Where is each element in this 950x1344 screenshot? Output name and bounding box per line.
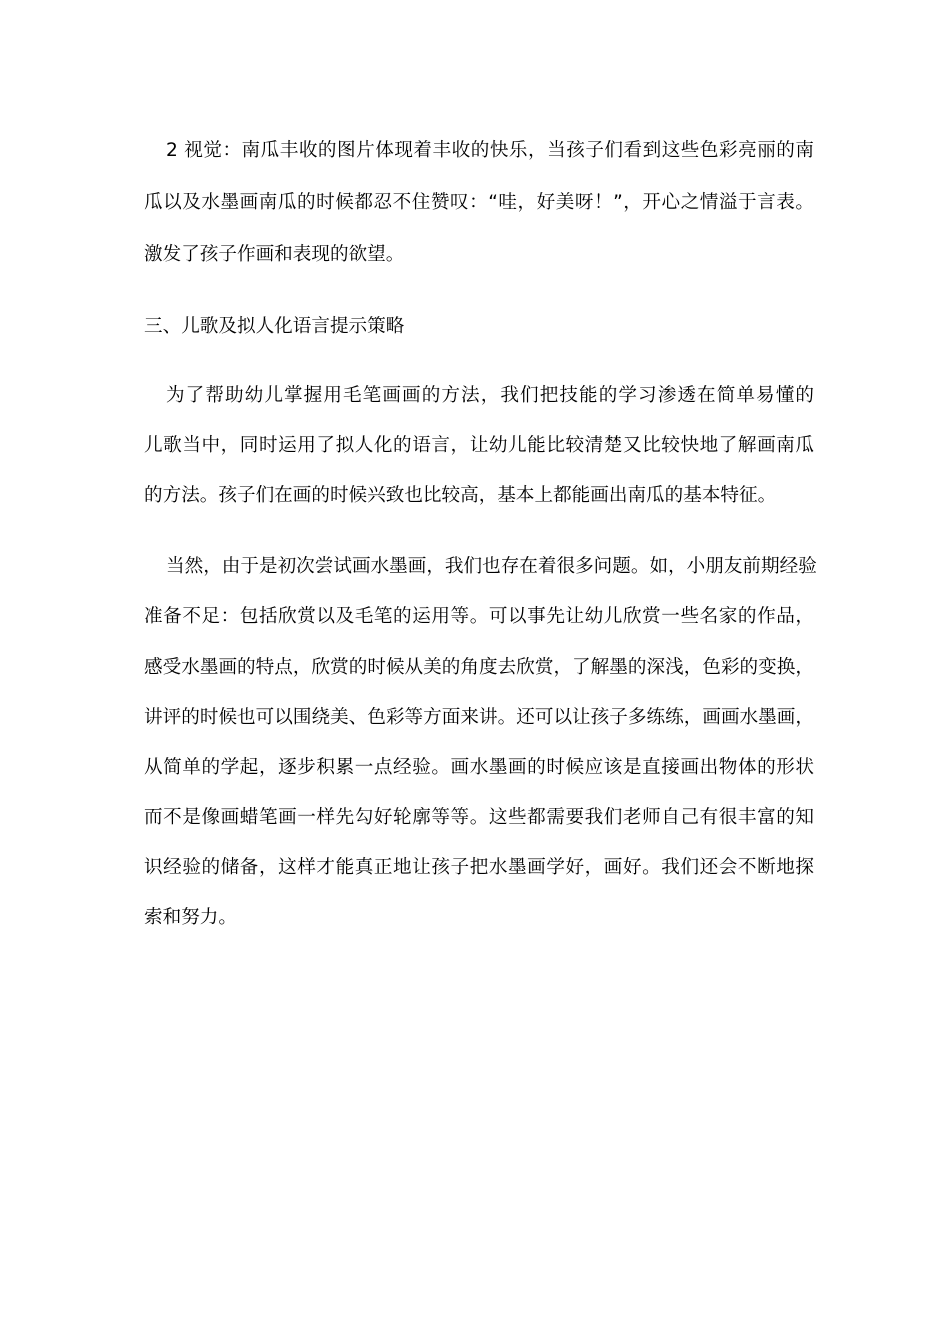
text-line: 而不是像画蜡笔画一样先勾好轮廓等等。这些都需要我们老师自己有很丰富的知	[144, 807, 814, 828]
text-line: 儿歌当中，同时运用了拟人化的语言，让幼儿能比较清楚又比较快地了解画南瓜	[144, 435, 814, 456]
text-line: 感受水墨画的特点，欣赏的时候从美的角度去欣赏，了解墨的深浅，色彩的变换，	[144, 657, 814, 678]
text-line: 2 视觉：南瓜丰收的图片体现着丰收的快乐，当孩子们看到这些色彩亮丽的南	[166, 140, 814, 161]
section-heading: 三、儿歌及拟人化语言提示策略	[144, 316, 405, 337]
text-line: 当然，由于是初次尝试画水墨画，我们也存在着很多问题。如，小朋友前期经验	[166, 556, 817, 577]
text-line: 从简单的学起，逐步积累一点经验。画水墨画的时候应该是直接画出物体的形状	[144, 757, 814, 778]
text-line: 为了帮助幼儿掌握用毛笔画画的方法，我们把技能的学习渗透在简单易懂的	[166, 385, 814, 406]
text-line: 准备不足：包括欣赏以及毛笔的运用等。可以事先让幼儿欣赏一些名家的作品，	[144, 606, 814, 627]
text-line: 瓜以及水墨画南瓜的时候都忍不住赞叹：“哇，好美呀！”，开心之情溢于言表。	[144, 192, 814, 213]
text-line: 识经验的储备，这样才能真正地让孩子把水墨画学好，画好。我们还会不断地探	[144, 857, 814, 878]
text-line: 激发了孩子作画和表现的欲望。	[144, 244, 405, 265]
text-line: 讲评的时候也可以围绕美、色彩等方面来讲。还可以让孩子多练练，画画水墨画，	[144, 707, 814, 728]
text-line: 的方法。孩子们在画的时候兴致也比较高，基本上都能画出南瓜的基本特征。	[144, 485, 777, 506]
text-line: 索和努力。	[144, 907, 237, 928]
